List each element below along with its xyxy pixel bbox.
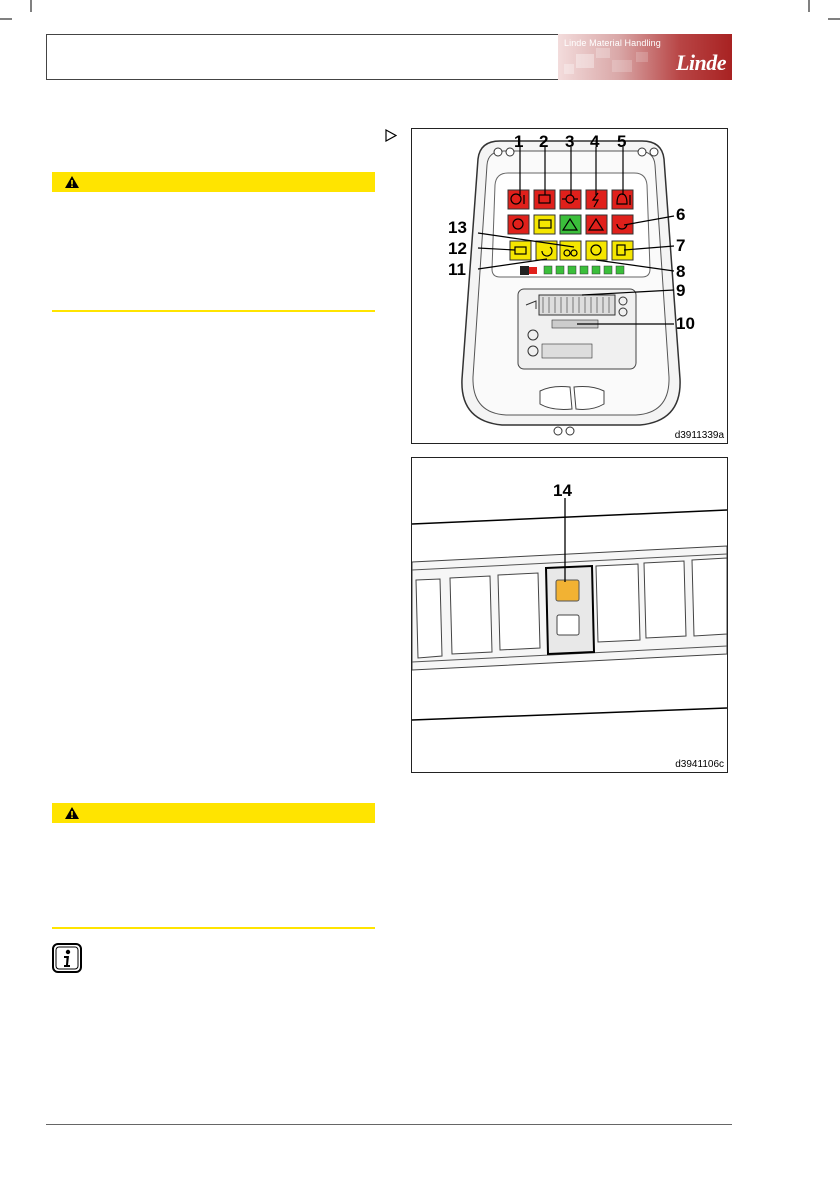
warning-banner-2 [52, 803, 375, 823]
callout-7: 7 [676, 236, 686, 255]
callout-12: 12 [448, 239, 467, 258]
callout-6: 6 [676, 205, 686, 224]
callout-13: 13 [448, 218, 467, 237]
crop-mark-left [0, 18, 12, 30]
figure-button-panel [411, 457, 728, 773]
company-name: Linde Material Handling [564, 38, 661, 48]
linde-logo: Linde [675, 50, 726, 75]
brand-panel [558, 34, 732, 80]
warning-triangle-icon [64, 806, 80, 820]
callout-5: 5 [617, 132, 627, 151]
callout-3: 3 [565, 132, 575, 151]
triangle-right-icon[interactable] [385, 129, 397, 142]
figure-code: d3941106c [675, 759, 724, 770]
warning-banner-1 [52, 172, 375, 192]
footer-rule [46, 1124, 732, 1125]
warning-end-rule-2 [52, 927, 375, 929]
crop-mark-right [828, 18, 840, 30]
warning-end-rule-1 [52, 310, 375, 312]
figure-display-unit [411, 128, 728, 444]
callout-10: 10 [676, 314, 695, 333]
display-unit-illustration [412, 129, 727, 443]
crop-mark-top-right [808, 0, 820, 12]
callout-2: 2 [539, 132, 549, 151]
crop-mark-top-left [20, 0, 32, 12]
callout-11: 11 [448, 260, 466, 279]
figure-code: d3911339a [674, 430, 724, 441]
callout-14: 14 [553, 481, 572, 500]
callout-1: 1 [514, 132, 524, 151]
callout-4: 4 [590, 132, 600, 151]
button-panel-illustration [412, 458, 727, 772]
info-icon [52, 943, 82, 973]
callout-8: 8 [676, 262, 686, 281]
callout-9: 9 [676, 281, 686, 300]
warning-triangle-icon [64, 175, 80, 189]
